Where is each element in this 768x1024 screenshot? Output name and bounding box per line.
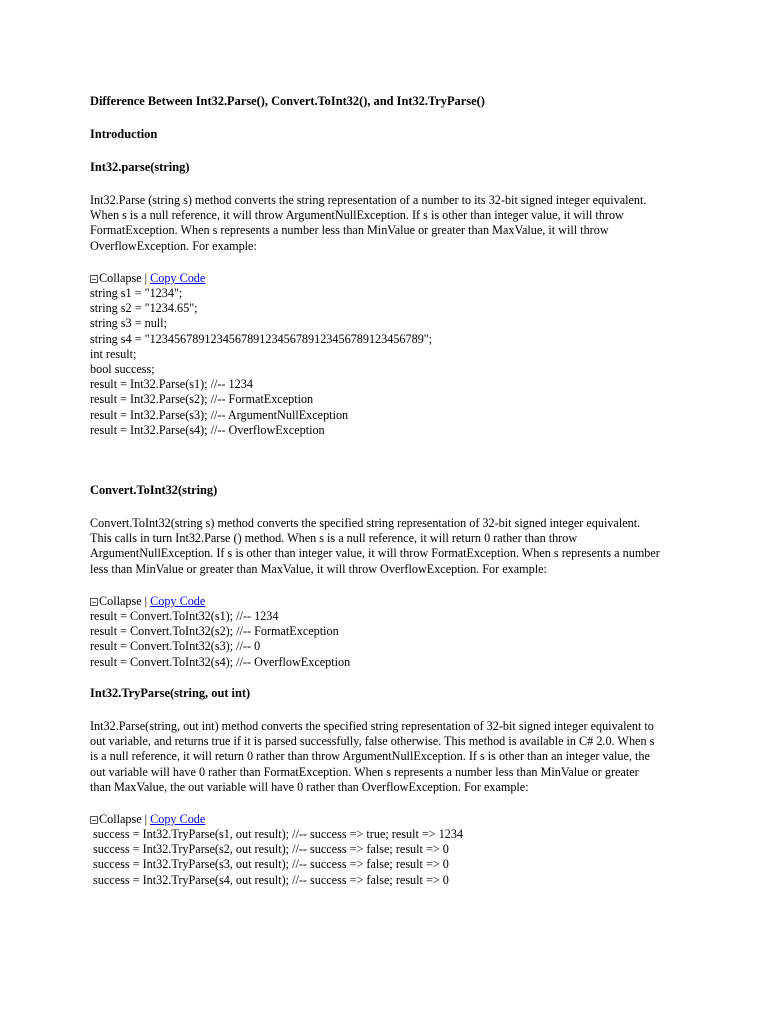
code-block-int32-parse xyxy=(90,286,690,438)
code-toolbar xyxy=(90,271,690,286)
code-line: success = Int32.TryParse(s1, out result); //-- success => true; result => 1234 xyxy=(90,827,464,841)
paragraph-line: out variable, and returns true if it is parsed successfully, false otherwise. This method is available in C# 2.0. When s xyxy=(90,734,655,749)
code-block-int32-tryparse xyxy=(90,827,690,888)
code-line: success = Int32.TryParse(s2, out result); //-- success => false; result => 0 xyxy=(90,842,449,857)
section-heading-int32-tryparse: Int32.TryParse(string, out int) xyxy=(90,686,251,700)
paragraph-line: This calls in turn Int32.Parse () method. When s is a null reference, it will return 0 rather than throw xyxy=(90,531,578,546)
code-line: result = Int32.Parse(s3); //-- ArgumentNullException xyxy=(90,407,349,422)
code-line: string s4 = "123456789123456789123456789123456789123456789"; xyxy=(90,331,433,346)
paragraph-line: FormatException. When s represents a number less than MinValue or greater than MaxValue, it will throw xyxy=(90,223,609,238)
collapse-link[interactable]: Collapse xyxy=(99,594,142,608)
paragraph-line: When s is a null reference, it will throw ArgumentNullException. If s is other than integer value, it will throw xyxy=(90,208,624,223)
paragraph-line: ArgumentNullException. If s is other than integer value, it will throw FormatException. When s represents a number xyxy=(90,546,660,561)
code-line: result = Int32.Parse(s1); //-- 1234 xyxy=(90,377,253,392)
paragraph-line: Int32.Parse (string s) method converts the string representation of a number to its 32-bit signed integer equivalent. xyxy=(90,193,647,207)
code-toolbar xyxy=(90,594,690,609)
paragraph-line: OverflowException. For example: xyxy=(90,238,257,253)
code-line: success = Int32.TryParse(s3, out result); //-- success => false; result => 0 xyxy=(90,857,449,872)
code-line: int result; xyxy=(90,346,137,361)
section-paragraph-int32-parse xyxy=(90,193,690,254)
collapse-icon[interactable] xyxy=(90,816,98,824)
code-line: result = Convert.ToInt32(s3); //-- 0 xyxy=(90,639,261,654)
code-line: string s1 = "1234"; xyxy=(90,286,183,300)
toolbar-separator: | xyxy=(144,812,148,826)
collapse-link[interactable]: Collapse xyxy=(99,271,142,285)
page-title: Difference Between Int32.Parse(), Convert.ToInt32(), and Int32.TryParse() xyxy=(90,94,485,108)
code-line: success = Int32.TryParse(s4, out result); //-- success => false; result => 0 xyxy=(90,872,449,887)
code-line: bool success; xyxy=(90,362,155,377)
paragraph-line: than MaxValue, the out variable will have 0 rather than OverflowException. For example: xyxy=(90,779,529,794)
copy-code-link[interactable]: Copy Code xyxy=(150,594,206,608)
copy-code-link[interactable]: Copy Code xyxy=(150,812,206,826)
code-line: result = Int32.Parse(s4); //-- OverflowException xyxy=(90,422,325,437)
code-line: string s2 = "1234.65"; xyxy=(90,301,198,316)
collapse-icon[interactable] xyxy=(90,275,98,283)
code-line: result = Convert.ToInt32(s2); //-- FormatException xyxy=(90,624,339,639)
paragraph-line: is a null reference, it will return 0 rather than throw ArgumentNullException. If s is other than an integer value, the xyxy=(90,749,650,764)
code-line: result = Convert.ToInt32(s4); //-- OverflowException xyxy=(90,654,351,669)
toolbar-separator: | xyxy=(144,594,148,608)
code-toolbar xyxy=(90,812,690,827)
paragraph-line: out variable will have 0 rather than FormatException. When s represents a number less than MinValue or greater xyxy=(90,764,639,779)
copy-code-link[interactable]: Copy Code xyxy=(150,271,206,285)
section-paragraph-convert-toint32 xyxy=(90,516,690,577)
section-heading-int32-parse: Int32.parse(string) xyxy=(90,160,190,174)
section-paragraph-int32-tryparse xyxy=(90,719,690,795)
collapse-icon[interactable] xyxy=(90,598,98,606)
collapse-link[interactable]: Collapse xyxy=(99,812,142,826)
toolbar-separator: | xyxy=(144,271,148,285)
section-heading-convert-toint32: Convert.ToInt32(string) xyxy=(90,483,218,497)
code-block-convert-toint32 xyxy=(90,609,690,670)
paragraph-line: Convert.ToInt32(string s) method converts the specified string representation of 32-bit signed integer equivalent. xyxy=(90,516,641,530)
introduction-heading: Introduction xyxy=(90,127,158,141)
code-line: string s3 = null; xyxy=(90,316,167,331)
code-line: result = Int32.Parse(s2); //-- FormatException xyxy=(90,392,314,407)
paragraph-line: Int32.Parse(string, out int) method converts the specified string representation of 32-bit signed integer equivalent to xyxy=(90,719,654,733)
code-line: result = Convert.ToInt32(s1); //-- 1234 xyxy=(90,609,279,623)
paragraph-line: less than MinValue or greater than MaxValue, it will throw OverflowException. For example: xyxy=(90,561,547,576)
